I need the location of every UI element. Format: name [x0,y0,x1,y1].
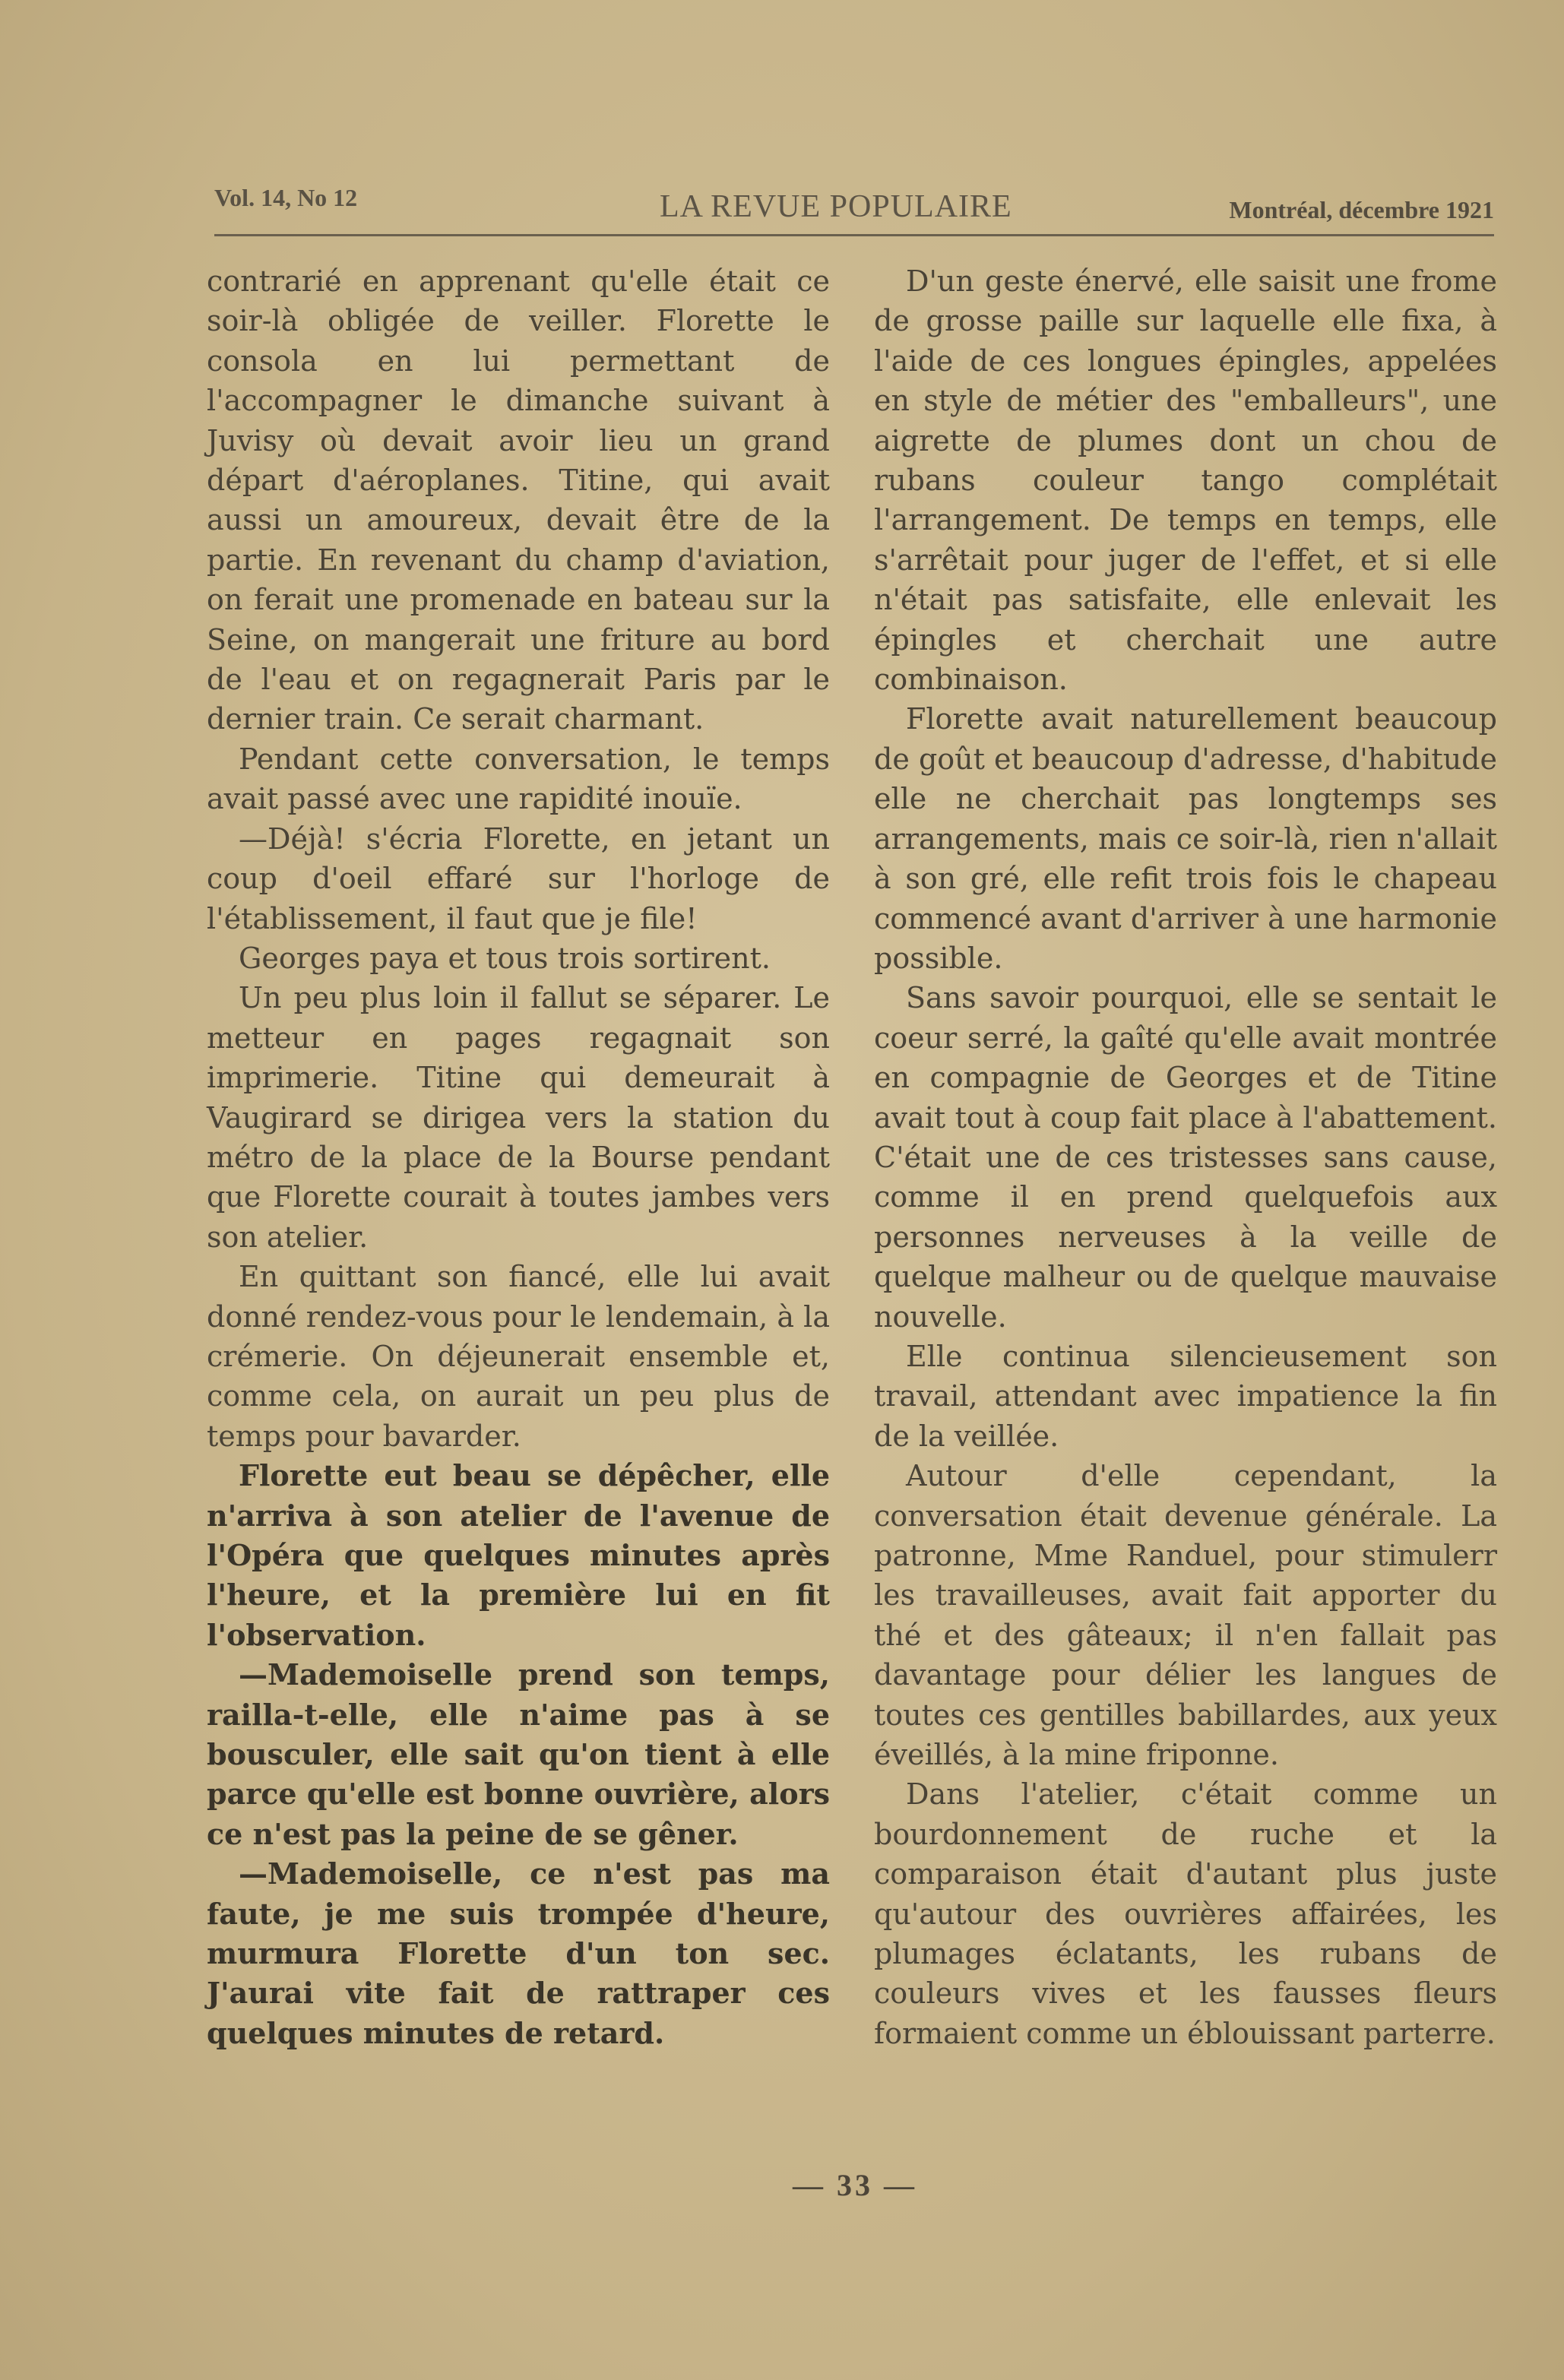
paragraph: Florette avait naturellement beaucoup de goût et beaucoup d'adresse, d'habitude elle ne cherchait pas longtemps ses arrangements, mais ce soir-là, rien n'allait à son gré, elle refit trois fois le chapeau commencé avant d'arriver à une harmonie possible. [874,702,1497,975]
right-column [874,261,1497,2053]
header-rule [214,234,1494,236]
running-header [214,179,1494,225]
paragraph: Autour d'elle cependant, la conversation était devenue générale. La patronne, Mme Randuel, pour stimulerr les travailleuses, avait fait apporter du thé et des gâteaux; il n'en fallait pas davantage pour délier les langues de toutes ces gentilles babillardes, aux yeux éveillés, à la mine friponne. [874,1459,1497,1772]
issue-date: Montréal, décembre 1921 [1229,196,1494,223]
paragraph: Georges paya et tous trois sortirent. [239,941,771,975]
volume-number: Vol. 14, No 12 [214,184,358,211]
paragraph: contrarié en apprenant qu'elle était ce soir-là obligée de veiller. Florette le consola en lui permettant de l'accompagner le dimanche suivant à Juvisy où devait avoir lieu un grand départ d'aéroplanes. Titine, qui avait aussi un amoureux, devait être de la partie. En revenant du champ d'aviation, on ferait une promenade en bateau sur la Seine, on mangerait une friture au bord de l'eau et on regagnerait Paris par le dernier train. Ce serait charmant. [207,264,830,736]
paragraph: —Mademoiselle prend son temps, railla-t-elle, elle n'aime pas à se bousculer, elle sait qu'on tient à elle parce qu'elle est bonne ouvrière, alors ce n'est pas la peine de se gêner. [207,1657,830,1851]
paragraph: —Mademoiselle, ce n'est pas ma faute, je me suis trompée d'heure, murmura Florette d'un ton sec. J'aurai vite fait de rattraper ces quelques minutes de retard. [207,1856,830,2050]
paragraph: Florette eut beau se dépêcher, elle n'arriva à son atelier de l'avenue de l'Opéra que quelques minutes après l'heure, et la première lui en fit l'observation. [207,1458,830,1652]
paragraph: —Déjà! s'écria Florette, en jetant un coup d'oeil effaré sur l'horloge de l'établissement, il faut que je file! [207,821,830,935]
journal-title: LA REVUE POPULAIRE [660,189,1012,224]
paragraph: Un peu plus loin il fallut se séparer. Le metteur en pages regagnait son imprimerie. Titine qui demeurait à Vaugirard se dirigea vers la station du métro de la place de la Bourse pendant que Florette courait à toutes jambes vers son atelier. [207,981,830,1254]
paragraph: Elle continua silencieusement son travail, attendant avec impatience la fin de la veillée. [874,1339,1497,1453]
paragraph: D'un geste énervé, elle saisit une frome de grosse paille sur laquelle elle fixa, à l'aide de ces longues épingles, appelées en style de métier des "emballeurs", une aigrette de plumes dont un chou de rubans couleur tango complétait l'arrangement. De temps en temps, elle s'arrêtait pour juger de l'effet, et si elle n'était pas satisfaite, elle enlevait les épingles et cherchait une autre combinaison. [874,264,1497,697]
paragraph: Dans l'atelier, c'était comme un bourdonnement de ruche et la comparaison était d'autant plus juste qu'autour des ouvrières affairées, les plumages éclatants, les rubans de couleurs vives et les fausses fleurs formaient comme un éblouissant parterre. [874,1777,1497,2050]
paragraph: Sans savoir pourquoi, elle se sentait le coeur serré, la gaîté qu'elle avait montrée en compagnie de Georges et de Titine avait tout à coup fait place à l'abattement. C'était une de ces tristesses sans cause, comme il en prend quelquefois aux personnes nerveuses à la veille de quelque malheur ou de quelque mauvaise nouvelle. [874,981,1497,1334]
paragraph: Pendant cette conversation, le temps avait passé avec une rapidité inouïe. [207,742,830,816]
paragraph: En quittant son fiancé, elle lui avait donné rendez-vous pour le lendemain, à la crémerie. On déjeunerait ensemble et, comme cela, on aurait un peu plus de temps pour bavarder. [207,1260,830,1453]
left-column [207,261,830,2053]
page-number: — 33 — [793,2168,917,2202]
